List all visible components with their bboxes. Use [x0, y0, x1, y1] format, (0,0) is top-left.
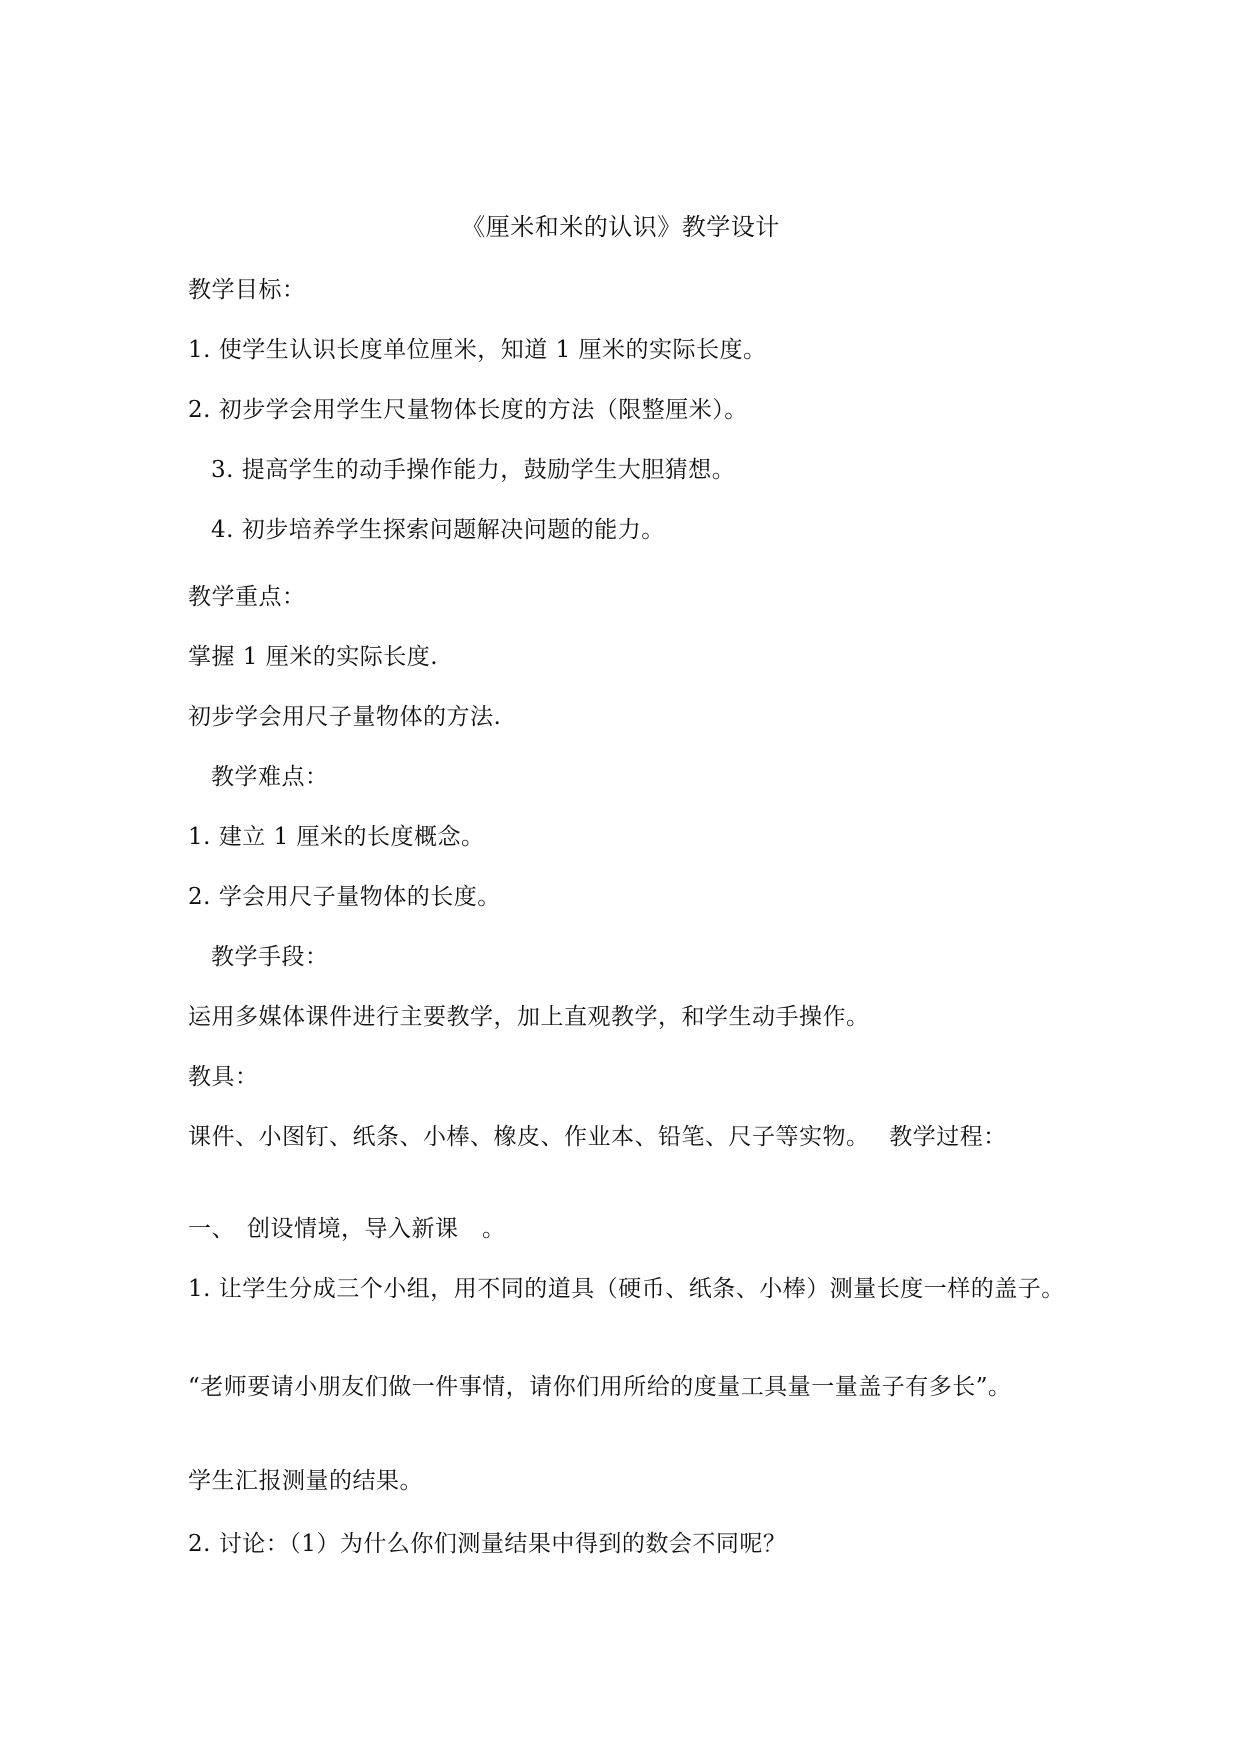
section-heading-key-points: 教学重点： — [188, 584, 306, 610]
objective-item: 3. 提高学生的动手操作能力，鼓励学生大胆猜想。 — [211, 457, 736, 483]
process-step-heading: 一、 创设情境，导入新课 。 — [188, 1216, 506, 1242]
key-point-item: 初步学会用尺子量物体的方法. — [188, 704, 502, 730]
key-point-item: 掌握 1 厘米的实际长度. — [188, 644, 439, 670]
process-paragraph: 1. 让学生分成三个小组，用不同的道具（硬币、纸条、小棒）测量长度一样的盖子。 — [188, 1276, 1065, 1302]
document-title: 《厘米和米的认识》教学设计 — [461, 213, 780, 241]
section-heading-difficulties: 教学难点： — [211, 764, 329, 790]
teacher-quote: “老师要请小朋友们做一件事情，请你们用所给的度量工具量一量盖子有多长”。 — [188, 1374, 1012, 1400]
objective-item: 1. 使学生认识长度单位厘米，知道 1 厘米的实际长度。 — [188, 337, 767, 363]
difficulty-item: 2. 学会用尺子量物体的长度。 — [188, 884, 501, 910]
section-heading-teaching-aids: 教具： — [188, 1064, 259, 1090]
objective-item: 4. 初步培养学生探索问题解决问题的能力。 — [211, 517, 665, 543]
section-heading-methods: 教学手段： — [211, 944, 329, 970]
difficulty-item: 1. 建立 1 厘米的长度概念。 — [188, 824, 485, 850]
objective-item: 2. 初步学会用学生尺量物体长度的方法（限整厘米）。 — [188, 397, 748, 423]
discussion-question: 2. 讨论：（1）为什么你们测量结果中得到的数会不同呢？ — [188, 1531, 787, 1557]
process-paragraph: 学生汇报测量的结果。 — [188, 1468, 423, 1494]
section-heading-objectives: 教学目标： — [188, 277, 306, 303]
teaching-aids-text: 课件、小图钉、纸条、小棒、橡皮、作业本、铅笔、尺子等实物。 教学过程： — [188, 1124, 1007, 1150]
methods-text: 运用多媒体课件进行主要教学，加上直观教学，和学生动手操作。 — [188, 1004, 870, 1030]
